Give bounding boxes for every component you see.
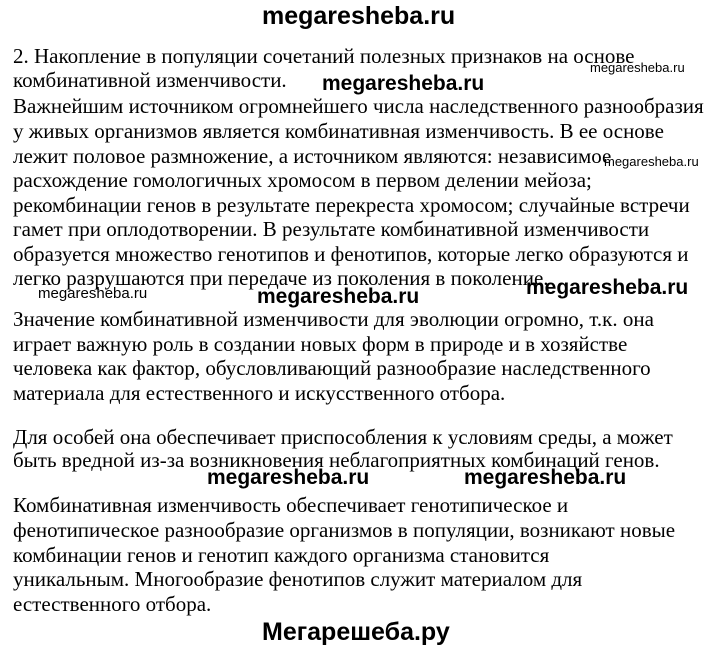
watermark: megaresheba.ru <box>590 60 685 75</box>
text-line: у живых организмов является комбинативная изменчивость. В ее основе <box>13 119 664 143</box>
watermark: megaresheba.ru <box>38 285 148 302</box>
watermark: megaresheba.ru <box>257 285 420 308</box>
text-line: рекомбинации генов в результате перекреста хромосом; случайные встречи <box>13 193 690 217</box>
text-line: естественного отбора. <box>13 592 212 616</box>
text-line: Важнейшим источником огромнейшего числа наследственного разнообразия <box>13 94 704 118</box>
text-line: лежит половое размножение, а источником являются: независимое <box>13 144 612 168</box>
watermark: megaresheba.ru <box>464 466 627 489</box>
text-line: легко разрушаются при передаче из поколения в поколение. <box>13 266 549 290</box>
text-line: материала для естественного и искусственного отбора. <box>13 381 506 405</box>
text-line: комбинативной изменчивости. <box>13 68 287 92</box>
watermark: megaresheba.ru <box>526 276 689 299</box>
text-line: гамет при оплодотворении. В результате комбинативной изменчивости <box>13 217 650 241</box>
text-line: человека как фактор, обусловливающий разнообразие наследственного <box>13 356 651 380</box>
text-line: быть вредной из-за возникновения неблагоприятных комбинаций генов. <box>13 448 660 472</box>
watermark: megaresheba.ru <box>604 154 699 169</box>
text-line: расхождение гомологичных хромосом в первом делении мейоза; <box>13 168 592 192</box>
watermark: megaresheba.ru <box>207 466 370 489</box>
text-line: 2. Накопление в популяции сочетаний полезных признаков на основе <box>13 44 635 68</box>
watermark-bottom: Мегарешеба.ру <box>262 618 450 646</box>
watermark: megaresheba.ru <box>322 72 485 95</box>
watermark-top: megaresheba.ru <box>262 2 456 30</box>
text-line: комбинации генов и генотип каждого организма становится <box>13 543 550 567</box>
text-line: Для особей она обеспечивает приспособления к условиям среды, а может <box>13 425 673 449</box>
text-line: Значение комбинативной изменчивости для эволюции огромно, т.к. она <box>13 307 654 331</box>
text-line: уникальным. Многообразие фенотипов служит материалом для <box>13 567 583 591</box>
text-line: образуется множество генотипов и фенотипов, которые легко образуются и <box>13 242 689 266</box>
text-line: фенотипическое разнообразие организмов в популяции, возникают новые <box>13 518 676 542</box>
text-line: играет важную роль в создании новых форм в природе и в хозяйстве <box>13 332 628 356</box>
text-line: Комбинативная изменчивость обеспечивает генотипическое и <box>13 493 569 517</box>
